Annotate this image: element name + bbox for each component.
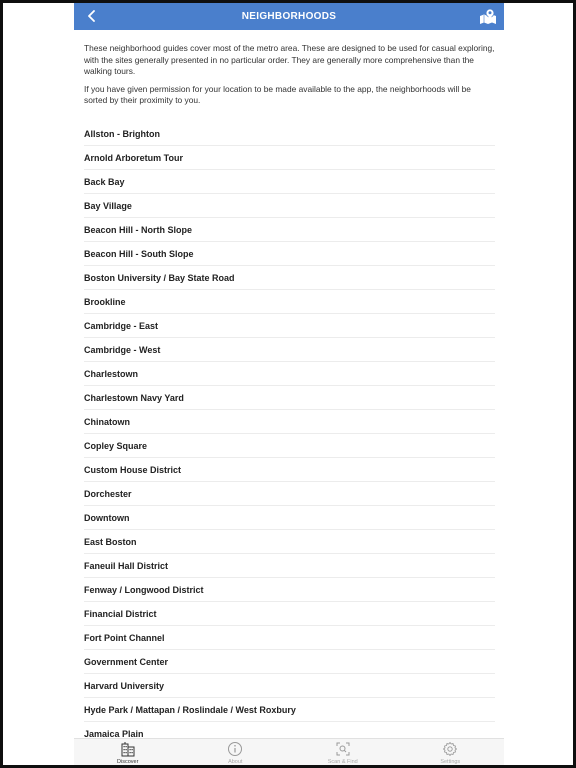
list-item[interactable] xyxy=(84,362,495,386)
map-pin-icon xyxy=(479,8,497,25)
list-item-label: Back Bay xyxy=(84,176,125,187)
list-item-label: Jamaica Plain xyxy=(84,728,144,739)
list-item-label: Government Center xyxy=(84,656,169,667)
tab-about[interactable] xyxy=(182,739,290,765)
list-item[interactable] xyxy=(84,650,495,674)
nav-header xyxy=(74,3,504,30)
list-item[interactable] xyxy=(84,266,495,290)
list-item[interactable] xyxy=(84,434,495,458)
list-item-label: Custom House District xyxy=(84,464,182,475)
intro-paragraph-2: If you have given permission for your location to be made available to the app, the neighborhoods will be sorted by their proximity to you. xyxy=(84,83,471,106)
list-item[interactable] xyxy=(84,506,495,530)
list-item-label: Charlestown xyxy=(84,368,139,379)
list-item[interactable] xyxy=(84,602,495,626)
page-title: NEIGHBORHOODS xyxy=(241,11,337,22)
list-item-label: Harvard University xyxy=(84,680,165,691)
device-screen xyxy=(3,3,573,765)
tab-label: Settings xyxy=(440,759,461,765)
list-item[interactable] xyxy=(84,410,495,434)
list-item-label: Cambridge - West xyxy=(84,344,161,355)
list-item[interactable] xyxy=(84,482,495,506)
tab-settings[interactable] xyxy=(397,739,505,765)
list-item-label: Copley Square xyxy=(84,440,148,451)
scan-search-icon xyxy=(335,741,351,757)
chevron-left-icon xyxy=(87,10,97,22)
list-item-label: Downtown xyxy=(84,512,130,523)
intro-text xyxy=(84,43,496,113)
list-item-label: Fenway / Longwood District xyxy=(84,584,204,595)
list-item[interactable] xyxy=(84,386,495,410)
list-item[interactable] xyxy=(84,242,495,266)
list-item[interactable] xyxy=(84,290,495,314)
list-item-label: Beacon Hill - North Slope xyxy=(84,224,193,235)
tab-bar xyxy=(74,738,504,765)
buildings-icon xyxy=(120,741,136,757)
list-item-label: East Boston xyxy=(84,536,137,547)
list-item-label: Cambridge - East xyxy=(84,320,159,331)
list-item[interactable] xyxy=(84,674,495,698)
gear-icon xyxy=(442,741,458,757)
list-item[interactable] xyxy=(84,530,495,554)
list-item[interactable] xyxy=(84,218,495,242)
list-item[interactable] xyxy=(84,554,495,578)
list-item-label: Brookline xyxy=(84,296,126,307)
list-item-label: Hyde Park / Mattapan / Roslindale / West Roxbury xyxy=(84,704,296,715)
list-item-label: Bay Village xyxy=(84,200,132,211)
tab-scan-find[interactable] xyxy=(289,739,397,765)
list-item[interactable] xyxy=(84,458,495,482)
list-item-label: Faneuil Hall District xyxy=(84,560,169,571)
tab-label: About xyxy=(228,759,243,765)
list-item[interactable] xyxy=(84,314,495,338)
intro-paragraph-1: These neighborhood guides cover most of the metro area. These are designed to be used for casual exploring, with the sites generally presented in no particular order. They are generally more comprehensive than the walking tours. xyxy=(84,43,495,77)
list-item[interactable] xyxy=(84,170,495,194)
list-item[interactable] xyxy=(84,698,495,722)
tab-discover[interactable] xyxy=(74,739,182,765)
tab-label: Scan & Find xyxy=(327,759,358,765)
list-item-label: Chinatown xyxy=(84,416,130,427)
list-item-label: Allston - Brighton xyxy=(84,128,160,139)
list-item-label: Arnold Arboretum Tour xyxy=(84,152,183,163)
list-item[interactable] xyxy=(84,626,495,650)
list-item-label: Fort Point Channel xyxy=(84,632,165,643)
tab-label: Discover xyxy=(117,759,139,765)
list-item-label: Financial District xyxy=(84,608,157,619)
list-item[interactable] xyxy=(84,338,495,362)
list-item[interactable] xyxy=(84,194,495,218)
list-item-label: Dorchester xyxy=(84,488,132,499)
app-window xyxy=(74,3,504,765)
list-item-label: Charlestown Navy Yard xyxy=(84,392,184,403)
list-item-label: Boston University / Bay State Road xyxy=(84,272,235,283)
list-item[interactable] xyxy=(84,146,495,170)
neighborhood-list xyxy=(84,122,495,746)
info-icon xyxy=(227,741,243,757)
list-item[interactable] xyxy=(84,578,495,602)
list-item[interactable] xyxy=(84,122,495,146)
back-button[interactable] xyxy=(82,6,102,26)
map-button[interactable] xyxy=(478,7,498,26)
list-item-label: Beacon Hill - South Slope xyxy=(84,248,194,259)
